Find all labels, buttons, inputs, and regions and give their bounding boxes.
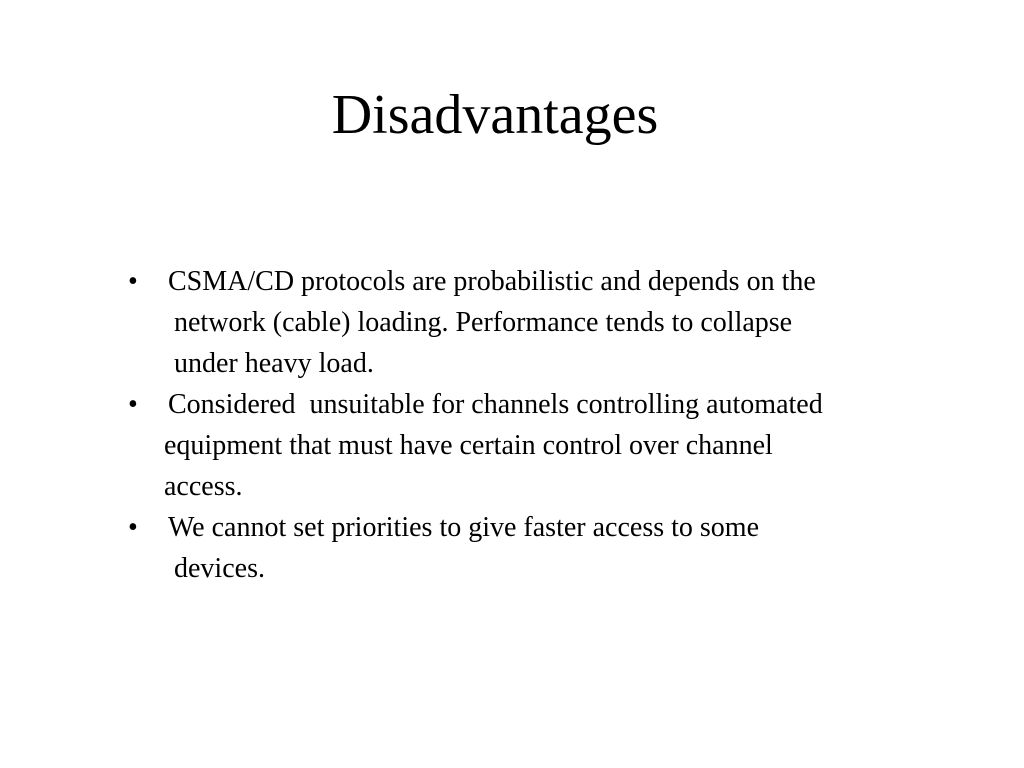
bullet-text-line: network (cable) loading. Performance tends to collapse <box>174 307 793 338</box>
bullet-item <box>128 507 988 589</box>
bullet-marker: • <box>128 266 138 297</box>
bullet-marker: • <box>128 512 138 543</box>
bullet-list <box>128 261 988 589</box>
bullet-text-line: Considered unsuitable for channels controlling automated <box>168 389 823 420</box>
bullet-text-line: We cannot set priorities to give faster access to some <box>168 512 759 543</box>
bullet-item <box>128 261 988 384</box>
bullet-text-line: equipment that must have certain control over channel <box>164 430 773 461</box>
bullet-item <box>128 384 988 507</box>
bullet-text-line: devices. <box>174 553 265 584</box>
bullet-text-line: CSMA/CD protocols are probabilistic and depends on the <box>168 266 816 297</box>
bullet-text-line: under heavy load. <box>174 348 374 379</box>
bullet-text-line: access. <box>164 471 243 502</box>
slide-title: Disadvantages <box>331 84 659 146</box>
bullet-marker: • <box>128 389 138 420</box>
